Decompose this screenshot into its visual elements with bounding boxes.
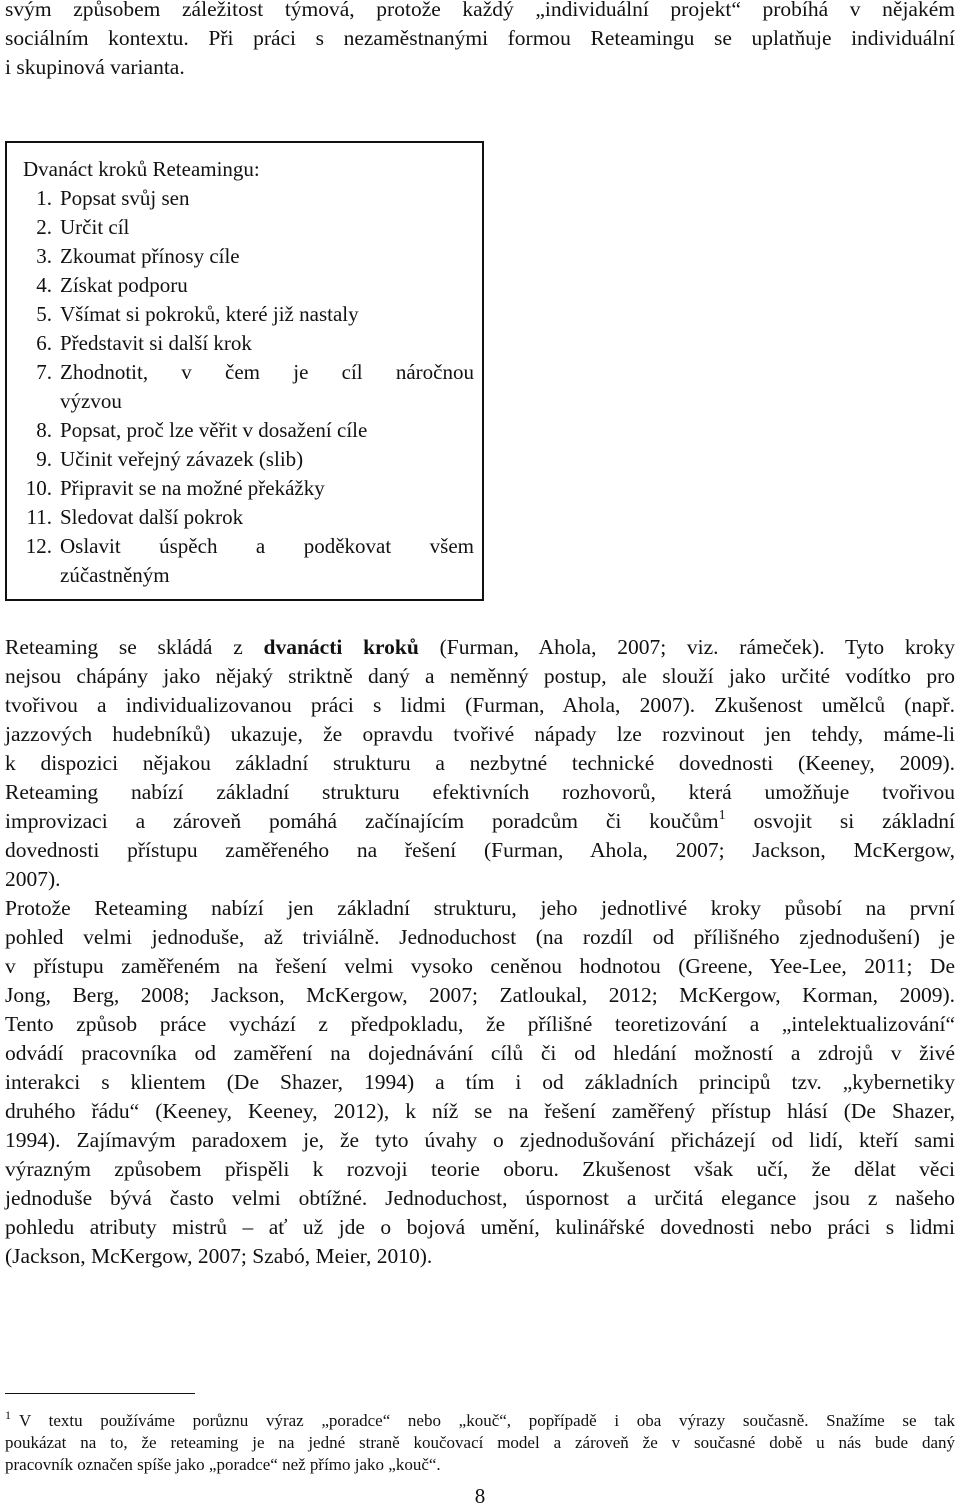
para1-line-2: nejsou chápány jako nějaký striktně daný a neměnný postup, ale slouží jako určité vodítko pro	[5, 664, 955, 688]
step-number: 11.	[26, 505, 52, 529]
footnote-line-1	[5, 1410, 955, 1433]
step-number: 4.	[36, 273, 52, 297]
step-item-1	[36, 184, 474, 213]
step-item-5	[36, 300, 474, 329]
step-text: Sledovat další pokrok	[60, 505, 244, 529]
para2-line-10: výrazným způsobem přispěli k rozvoji teorie oboru. Zkušenost však učí, že dělat věci	[5, 1157, 955, 1181]
step-item-8	[36, 416, 474, 445]
page-number: 8	[474, 1484, 486, 1508]
step-item-2	[36, 213, 474, 242]
step-text: Oslavit úspěch a poděkovat všem	[60, 534, 474, 558]
step-text: Určit cíl	[60, 215, 130, 239]
step-number: 3.	[36, 244, 52, 268]
step-text: Všímat si pokroků, které již nastaly	[60, 302, 359, 326]
step-number: 5.	[36, 302, 52, 326]
step-text: Představit si další krok	[60, 331, 252, 355]
step-number: 12.	[25, 534, 52, 558]
para1-line-9: 2007).	[5, 867, 61, 891]
steps-frame	[5, 141, 484, 601]
intro-line-1: svým způsobem záležitost týmová, protože každý „individuální projekt“ probíhá v nějakém	[5, 0, 955, 21]
step-item-10	[25, 474, 474, 503]
para2-line-7: interakci s klientem (De Shazer, 1994) a tím i od základních principů tzv. „kybernetiky	[5, 1070, 955, 1094]
para1-line-7-start: improvizaci a zároveň pomáhá začínajícím poradcům či koučům	[5, 809, 719, 833]
footnote-reference[interactable]: 1	[718, 808, 726, 823]
para1-line-4: jazzových hudebníků) ukazuje, že opravdu tvořivé nápady lze rozvinout jen tehdy, máme-li	[5, 722, 955, 746]
step-text: Učinit veřejný závazek (slib)	[60, 447, 304, 471]
para1-line-8: dovednosti přístupu zaměřeného na řešení (Furman, Ahola, 2007; Jackson, McKergow,	[5, 838, 955, 862]
para2-line-11: jednoduše bývá často velmi obtížné. Jednoduchost, úspornost a určitá elegance jsou z našeho	[5, 1186, 955, 1210]
para2-line-8: druhého řádu“ (Keeney, Keeney, 2012), k níž se na řešení zaměřený přístup hlásí (De Shazer,	[5, 1099, 955, 1123]
step-item-9	[36, 445, 474, 474]
para2-line-6: odvádí pracovníka od zaměření na dojednávání cílů či od hledání možností a zdrojů v živé	[5, 1041, 955, 1065]
step-text: Získat podporu	[60, 273, 188, 297]
para1-line-7-end: osvojit si základní	[725, 809, 956, 833]
para2-line-9: 1994). Zajímavým paradoxem je, že tyto úvahy o zjednodušování přicházejí od lidí, kteří sami	[5, 1128, 955, 1152]
para1-line-5: k dispozici nějakou základní strukturu a nezbytné technické dovednosti (Keeney, 2009).	[5, 751, 955, 775]
step-number: 6.	[36, 331, 52, 355]
para2-line-13: (Jackson, McKergow, 2007; Szabó, Meier, 2010).	[5, 1244, 433, 1268]
step-item-7-continuation: výzvou	[60, 389, 122, 413]
step-text: Popsat svůj sen	[60, 186, 190, 210]
step-number: 10.	[25, 476, 52, 500]
para1-line-1	[5, 633, 955, 662]
step-text: Připravit se na možné překážky	[60, 476, 325, 500]
para2-line-2: pohled velmi jednoduše, až triviálně. Jednoduchost (na rozdíl od přílišného zjednodušení) je	[5, 925, 955, 949]
step-number: 9.	[36, 447, 52, 471]
footnote-separator	[5, 1393, 195, 1394]
step-item-12	[25, 532, 474, 561]
step-item-3	[36, 242, 474, 271]
para2-line-1: Protože Reteaming nabízí jen základní strukturu, jeho jednotlivé kroky působí na první	[5, 896, 955, 920]
footnote-line-3: pracovník označen spíše jako „poradce“ než přímo jako „kouč“.	[5, 1455, 441, 1474]
step-item-4	[36, 271, 474, 300]
step-number: 8.	[36, 418, 52, 442]
para2-line-3: v přístupu zaměřeném na řešení velmi vysoko ceněnou hodnotou (Greene, Yee-Lee, 2011; De	[5, 954, 955, 978]
para1-line-7	[5, 807, 955, 839]
intro-line-3: i skupinová varianta.	[5, 55, 185, 79]
intro-line-2: sociálním kontextu. Při práci s nezaměstnanými formou Reteamingu se uplatňuje individuální	[5, 26, 955, 50]
para1-line-1-start: Reteaming se skládá z	[5, 635, 264, 659]
para2-line-4: Jong, Berg, 2008; Jackson, McKergow, 2007; Zatloukal, 2012; McKergow, Korman, 2009).	[5, 983, 955, 1007]
step-item-6	[36, 329, 474, 358]
step-number: 1.	[36, 186, 52, 210]
step-text: Popsat, proč lze věřit v dosažení cíle	[60, 418, 368, 442]
step-number: 2.	[36, 215, 52, 239]
para1-line-1-end: (Furman, Ahola, 2007; viz. rámeček). Tyto kroky	[418, 635, 955, 659]
footnote-mark: 1	[5, 1408, 11, 1422]
footnote-line-2: poukázat na to, že reteaming je na jedné straně koučovací model a zároveň že v současné době u nás bude daný	[5, 1433, 955, 1452]
step-item-11	[26, 503, 474, 532]
steps-frame-title: Dvanáct kroků Reteamingu:	[23, 157, 260, 181]
step-item-12-continuation: zúčastněným	[60, 563, 170, 587]
para1-emphasis: dvanácti kroků	[263, 635, 419, 659]
step-item-7	[36, 358, 474, 387]
para1-line-3: tvořivou a individualizovanou práci s lidmi (Furman, Ahola, 2007). Zkušenost umělců (např.	[5, 693, 955, 717]
step-text: Zkoumat přínosy cíle	[60, 244, 240, 268]
step-number: 7.	[36, 360, 52, 384]
para1-line-6: Reteaming nabízí základní strukturu efektivních rozhovorů, která umožňuje tvořivou	[5, 780, 955, 804]
para2-line-12: pohledu atributy mistrů – ať už jde o bojová umění, kulinářské dovednosti nebo práci s lidmi	[5, 1215, 955, 1239]
step-text: Zhodnotit, v čem je cíl náročnou	[60, 360, 474, 384]
para2-line-5: Tento způsob práce vychází z předpokladu, že přílišné teoretizování a „intelektualizování“	[5, 1012, 955, 1036]
footnote-line-1-text: V textu používáme porůznu výraz „poradce“ nebo „kouč“, popřípadě i oba výrazy současně. Snažíme se tak	[19, 1411, 955, 1430]
